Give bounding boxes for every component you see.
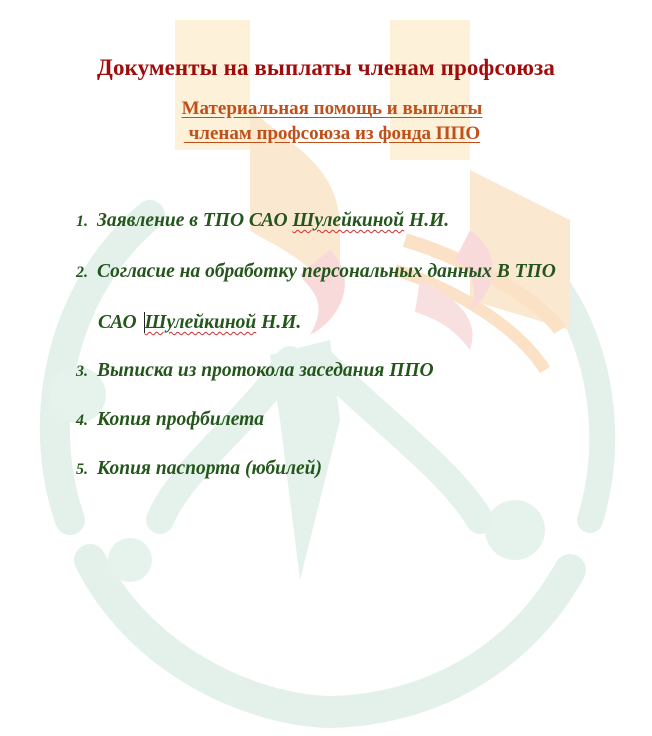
list-text: Н.И. bbox=[404, 210, 450, 231]
list-number: 2. bbox=[76, 264, 88, 281]
subtitle-line-2: членам профсоюза из фонда ППО bbox=[183, 123, 481, 144]
list-number: 5. bbox=[76, 461, 88, 478]
list-text: Заявление в ТПО САО bbox=[97, 210, 293, 231]
list-text: САО bbox=[98, 312, 142, 333]
spellcheck-word: Шулейкиной bbox=[144, 312, 257, 333]
list-number: 1. bbox=[76, 213, 88, 230]
list-item bbox=[76, 409, 264, 431]
list-item bbox=[76, 210, 449, 232]
list-number: 4. bbox=[76, 412, 88, 429]
list-text: Копия профбилета bbox=[97, 409, 265, 430]
document-subtitle bbox=[0, 96, 652, 146]
list-number: 3. bbox=[76, 363, 88, 380]
document-title: Документы на выплаты членам профсоюза bbox=[97, 55, 555, 80]
list-item-continuation bbox=[98, 312, 301, 334]
list-item bbox=[76, 458, 322, 480]
list-item bbox=[76, 360, 434, 382]
subtitle-line-1: Материальная помощь и выплаты bbox=[181, 98, 483, 119]
list-text: Копия паспорта (юбилей) bbox=[97, 458, 323, 479]
list-text: Выписка из протокола заседания ППО bbox=[97, 360, 434, 381]
list-text: Н.И. bbox=[256, 312, 302, 333]
list-item bbox=[76, 261, 556, 283]
list-text: Согласие на обработку персональных данных В ТПО bbox=[97, 261, 556, 282]
spellcheck-word: Шулейкиной bbox=[292, 210, 405, 231]
